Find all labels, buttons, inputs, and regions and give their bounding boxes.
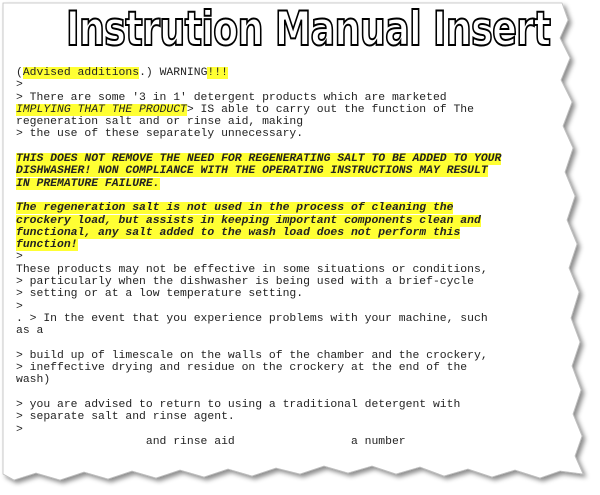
text-line: > you are advised to return to using a traditional detergent with bbox=[16, 399, 461, 412]
exclamation-highlight: !!! bbox=[207, 67, 228, 79]
implying-highlight: IMPLYING THAT THE PRODUCT bbox=[16, 103, 187, 116]
paragraph-gap bbox=[16, 387, 516, 399]
caps-warning-highlight: IN PREMATURE FAILURE. bbox=[16, 177, 160, 190]
text-line: wash) bbox=[16, 374, 51, 387]
quote-marker: > bbox=[16, 251, 23, 264]
salt-note-line bbox=[16, 239, 516, 251]
salt-note-line bbox=[16, 227, 516, 239]
caps-warning-line bbox=[16, 165, 516, 177]
salt-note-line bbox=[16, 202, 516, 214]
advised-additions-highlight: Advised additions bbox=[22, 67, 140, 79]
warning-line bbox=[16, 67, 516, 79]
salt-note-highlight: crockery load, but assists in keeping important components clean and bbox=[16, 214, 481, 227]
quote-marker: > bbox=[16, 79, 23, 92]
paragraph-gap bbox=[16, 190, 516, 202]
salt-note-line bbox=[16, 215, 516, 227]
caps-warning-line bbox=[16, 153, 516, 165]
paragraph-gap bbox=[16, 141, 516, 153]
page-title: Instrution Manual Insert bbox=[66, 2, 551, 57]
text-line: > build up of limescale on the walls of the chamber and the crockery, bbox=[16, 349, 488, 362]
caps-warning-line bbox=[16, 178, 516, 190]
quote-marker: > bbox=[16, 423, 23, 436]
caps-warning-highlight: DISHWASHER! NON COMPLIANCE WITH THE OPERATING INSTRUCTIONS MAY RESULT bbox=[16, 165, 488, 178]
text-segment: > IS able to carry out the function of The bbox=[186, 103, 474, 116]
quote-marker: > bbox=[16, 300, 23, 313]
text-line: > the use of these separately unnecessary. bbox=[16, 128, 304, 141]
document-body bbox=[16, 67, 516, 448]
text-line: > There are some '3 in 1' detergent products which are marketed bbox=[16, 91, 447, 104]
text-line: as a bbox=[16, 325, 44, 338]
salt-note-highlight: function! bbox=[16, 239, 78, 252]
text-line: > ineffective drying and residue on the crockery at the end of the bbox=[16, 362, 468, 375]
text-line: > particularly when the dishwasher is being used with a brief-cycle bbox=[16, 276, 474, 289]
warning-text: .) WARNING bbox=[139, 67, 208, 79]
text-line: . > In the event that you experience problems with your machine, such bbox=[16, 312, 488, 325]
paragraph-gap bbox=[16, 338, 516, 350]
caps-warning-highlight: THIS DOES NOT REMOVE THE NEED FOR REGENERATING SALT TO BE ADDED TO YOUR bbox=[16, 153, 502, 166]
text-line bbox=[16, 104, 516, 116]
text-line: regeneration salt and or rinse aid, making bbox=[16, 116, 304, 129]
salt-note-highlight: functional, any salt added to the wash load does not perform this bbox=[16, 226, 461, 239]
text-line: > setting or at a low temperature setting. bbox=[16, 288, 304, 301]
text-line: These products may not be effective in some situations or conditions, bbox=[16, 263, 488, 276]
text-line-partial: and rinse aid a number bbox=[16, 435, 406, 448]
text-line: > separate salt and rinse agent. bbox=[16, 411, 235, 424]
salt-note-highlight: The regeneration salt is not used in the process of cleaning the bbox=[16, 202, 454, 215]
paren-open: ( bbox=[16, 67, 23, 79]
